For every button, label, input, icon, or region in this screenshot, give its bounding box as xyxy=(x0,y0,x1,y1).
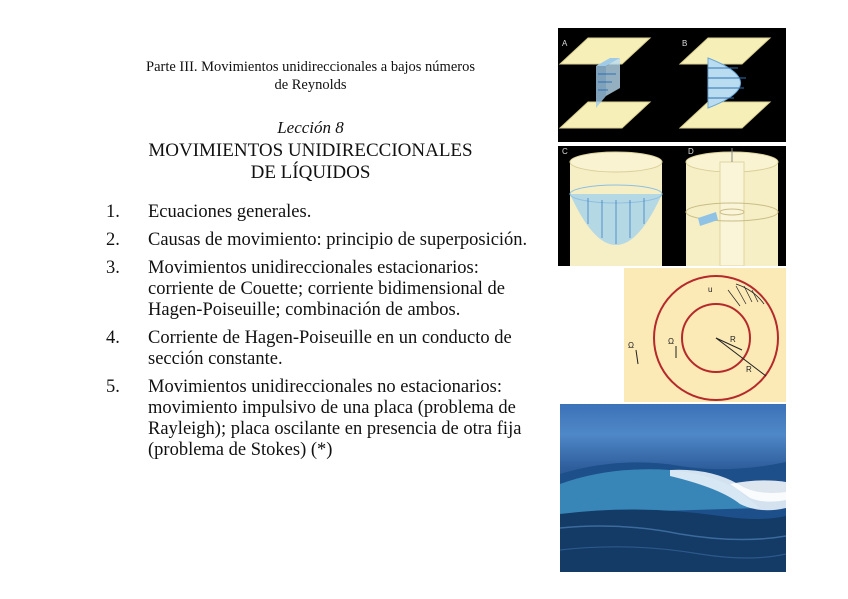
list-item xyxy=(106,230,536,251)
label-u: u xyxy=(708,285,713,294)
label-omega1: Ω xyxy=(668,337,674,346)
item-text: Corriente de Hagen-Poiseuille en un conducto de sección constante. xyxy=(148,328,512,369)
part-heading-line2: de Reynolds xyxy=(274,77,347,93)
item-text: Causas de movimiento: principio de superposición. xyxy=(148,230,528,250)
item-number: 2. xyxy=(106,230,120,250)
panel-label-c: C xyxy=(562,147,568,156)
panel-label-d: D xyxy=(688,147,694,156)
item-text: Movimientos unidireccionales no estacionarios: movimiento impulsivo de una placa (problema de Rayleigh); placa oscilante en presencia de otra fija (problema de Stokes) (*) xyxy=(148,377,522,460)
lesson-title xyxy=(118,140,503,184)
item-number: 1. xyxy=(106,202,120,222)
item-number: 4. xyxy=(106,328,120,348)
wave-photo xyxy=(560,404,786,572)
item-number: 3. xyxy=(106,258,120,278)
topic-list xyxy=(106,202,536,468)
lesson-title-line1: MOVIMIENTOS UNIDIRECCIONALES xyxy=(148,140,473,161)
panel-label-b: B xyxy=(682,39,688,48)
label-r2: R xyxy=(746,365,752,374)
wave-illustration xyxy=(560,404,786,572)
list-item xyxy=(106,258,536,321)
label-omega2: Ω xyxy=(628,341,634,350)
cylinders-illustration xyxy=(558,146,786,266)
lesson-label: Lección 8 xyxy=(277,118,344,137)
panel-label-a: A xyxy=(562,39,568,48)
part-heading-line1: Parte III. Movimientos unidireccionales a bajos números xyxy=(146,59,475,75)
list-item xyxy=(106,328,536,370)
plates-illustration xyxy=(558,28,786,142)
part-heading xyxy=(118,58,503,94)
label-r1: R xyxy=(730,335,736,344)
lesson-title-line2: DE LÍQUIDOS xyxy=(250,162,371,183)
plates-figure xyxy=(558,28,786,142)
list-item xyxy=(106,202,536,223)
list-item xyxy=(106,377,536,461)
item-number: 5. xyxy=(106,377,120,397)
couette-illustration xyxy=(624,268,786,402)
cylinders-figure xyxy=(558,146,786,266)
couette-figure xyxy=(624,268,786,402)
item-text: Ecuaciones generales. xyxy=(148,202,312,222)
item-text: Movimientos unidireccionales estacionarios: corriente de Couette; corriente bidimensional de Hagen-Poiseuille; combinación de ambos. xyxy=(148,258,506,320)
